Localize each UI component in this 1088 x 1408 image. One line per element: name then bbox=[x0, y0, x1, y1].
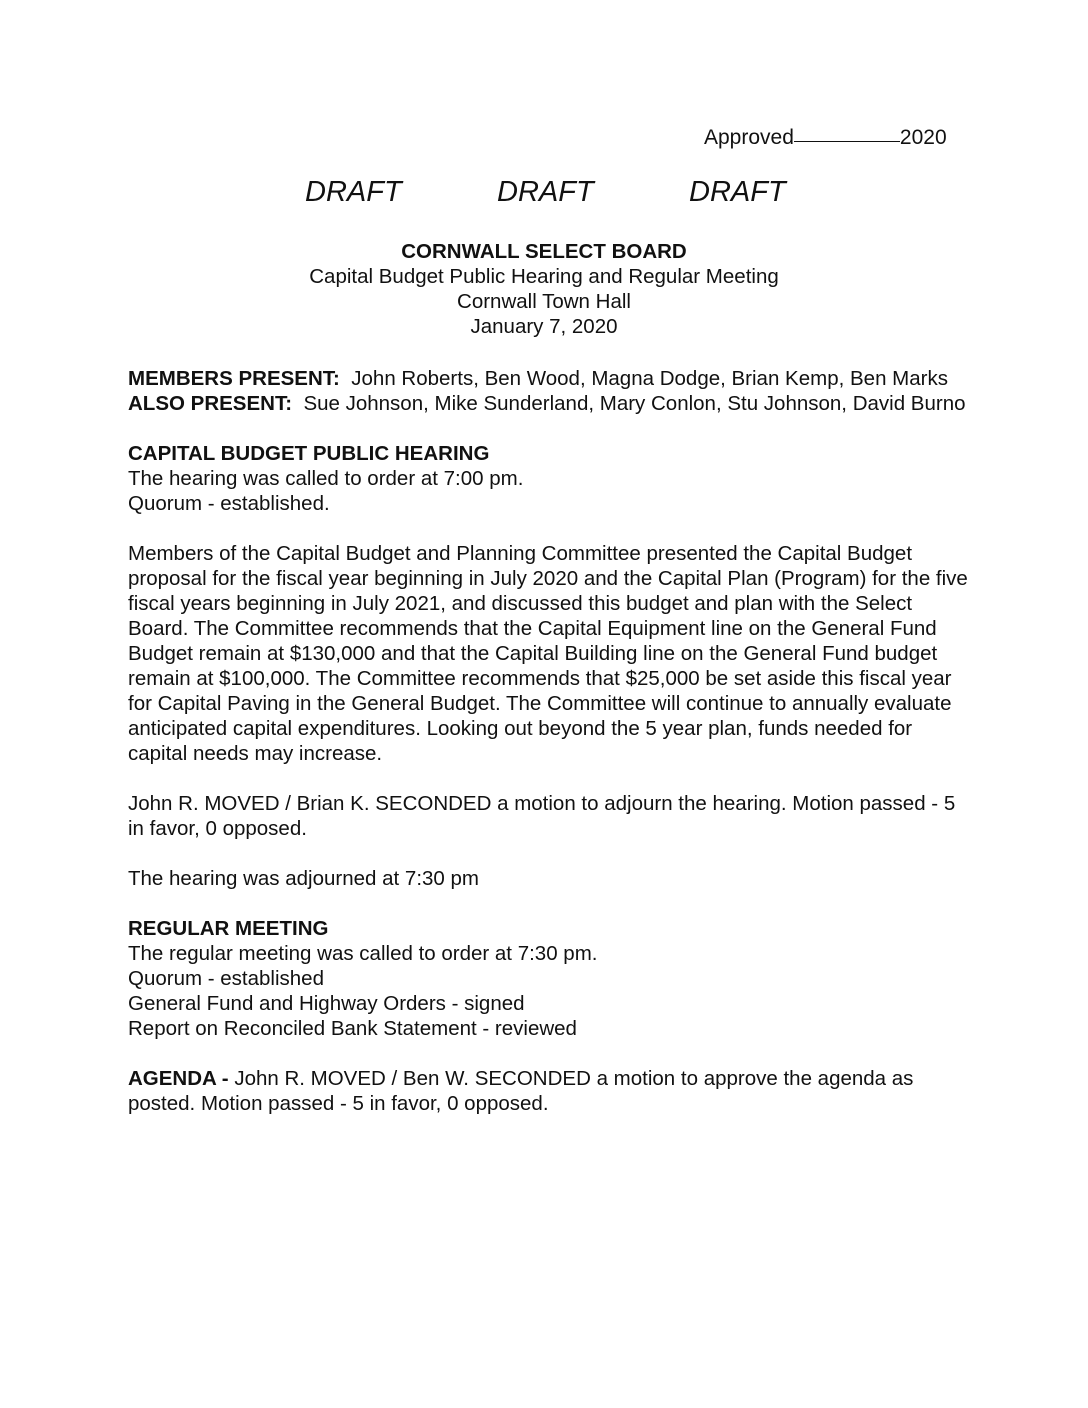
hearing-adjourned: The hearing was adjourned at 7:30 pm bbox=[128, 867, 480, 890]
hearing-called-to-order: The hearing was called to order at 7:00 pm. bbox=[128, 467, 524, 490]
regular-line: The regular meeting was called to order at 7:30 pm. bbox=[128, 942, 598, 965]
also-present-label: ALSO PRESENT: bbox=[128, 392, 293, 415]
members-present-names: John Roberts, Ben Wood, Magna Dodge, Brian Kemp, Ben Marks bbox=[351, 367, 948, 390]
agenda-label: AGENDA - bbox=[128, 1067, 229, 1090]
members-present bbox=[128, 366, 968, 391]
minutes-body bbox=[128, 366, 968, 1116]
meeting-subtitle: Capital Budget Public Hearing and Regular Meeting bbox=[309, 265, 779, 288]
hearing-summary: Members of the Capital Budget and Planning Committee presented the Capital Budget proposal for the fiscal year beginning in July 2020 and the Capital Plan (Program) for the five fiscal years beginning in July 2021, and discussed this budget and plan with the Select Board. The Committee recommends that the Capital Equipment line on the General Fund Budget remain at $130,000 and that the Capital Building line on the General Fund budget remain at $100,000. The Committee recommends that $25,000 be set aside this fiscal year for Capital Paving in the General Budget. The Committee will continue to annually evaluate anticipated capital expenditures. Looking out beyond the 5 year plan, funds needed for capital needs may increase. bbox=[128, 542, 968, 765]
regular-line: Report on Reconciled Bank Statement - reviewed bbox=[128, 1017, 577, 1040]
regular-line: Quorum - established bbox=[128, 967, 324, 990]
members-present-label: MEMBERS PRESENT: bbox=[128, 367, 340, 390]
hearing-motion: John R. MOVED / Brian K. SECONDED a motion to adjourn the hearing. Motion passed - 5 in favor, 0 opposed. bbox=[128, 792, 956, 840]
also-present bbox=[128, 391, 968, 416]
document-header bbox=[0, 239, 1088, 339]
approved-label: Approved bbox=[704, 126, 794, 149]
draft-label: DRAFT bbox=[305, 176, 402, 208]
meeting-location: Cornwall Town Hall bbox=[457, 290, 631, 313]
hearing-heading bbox=[128, 441, 968, 466]
agenda-paragraph bbox=[128, 1066, 968, 1116]
agenda-text: John R. MOVED / Ben W. SECONDED a motion to approve the agenda as posted. Motion passed - 5 in favor, 0 opposed. bbox=[128, 1067, 914, 1115]
approved-line bbox=[704, 126, 947, 150]
approved-year: 2020 bbox=[899, 126, 947, 149]
hearing-quorum: Quorum - established. bbox=[128, 492, 330, 515]
hearing-heading-text: CAPITAL BUDGET PUBLIC HEARING bbox=[128, 442, 490, 465]
approved-date-blank bbox=[794, 140, 900, 142]
board-title: CORNWALL SELECT BOARD bbox=[401, 240, 687, 263]
regular-line: General Fund and Highway Orders - signed bbox=[128, 992, 525, 1015]
draft-watermark-row bbox=[0, 176, 1088, 216]
draft-label: DRAFT bbox=[497, 176, 594, 208]
draft-label: DRAFT bbox=[689, 176, 786, 208]
also-present-names: Sue Johnson, Mike Sunderland, Mary Conlon, Stu Johnson, David Burno bbox=[303, 392, 966, 415]
regular-heading-text: REGULAR MEETING bbox=[128, 917, 329, 940]
regular-heading bbox=[128, 916, 968, 941]
meeting-date: January 7, 2020 bbox=[470, 315, 618, 338]
